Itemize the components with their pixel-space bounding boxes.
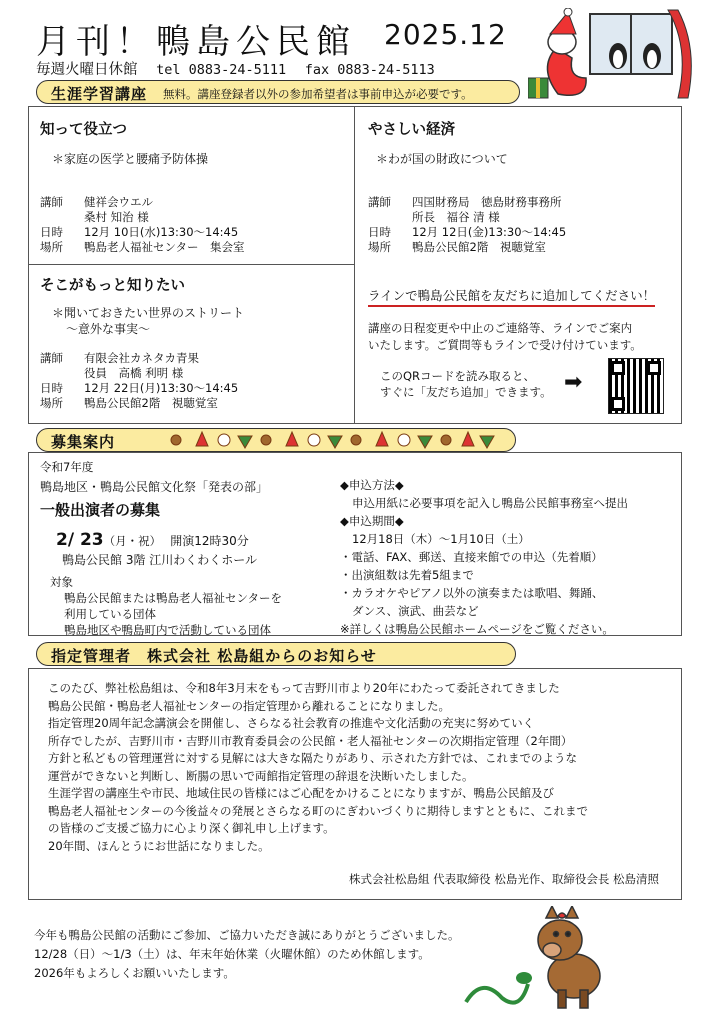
closed-day: 毎週火曜日休館 xyxy=(36,62,138,78)
notice-line: 生涯学習の講座生や市民、地域住民の皆様にはご心配をかけることになりますが、鴨島公民館及び xyxy=(48,786,554,800)
key-place: 場所 xyxy=(40,396,63,410)
note-1: ・電話、FAX、郵送、直接来館での申込（先着順） xyxy=(340,550,603,564)
line-body xyxy=(368,320,655,354)
course-date: 12月 12日(金)13:30〜14:45 xyxy=(412,225,567,239)
recruit-open-time: 開演12時30分 xyxy=(170,534,249,548)
qr-caption-1: このQRコードを読み取ると、 xyxy=(380,369,536,383)
notice-line: 鴨島公民館・鴨島老人福祉センターの指定管理から離れることになりました。 xyxy=(48,698,451,713)
note-5: ※詳しくは鴨島公民館ホームページをご覧ください。 xyxy=(340,622,614,636)
footer-line-3: 2026年もよろしくお願いいたします。 xyxy=(34,966,235,980)
tel: tel 0883-24-5111 xyxy=(156,62,287,78)
course-title: 知って役立つ xyxy=(40,122,127,138)
boar-snake-illustration xyxy=(462,906,612,1014)
lecturer-name: 所長 福谷 清 様 xyxy=(412,210,500,224)
course-date: 12月 10日(水)13:30〜14:45 xyxy=(84,225,239,239)
course-details xyxy=(368,195,566,255)
key-place: 場所 xyxy=(40,240,63,254)
footer-message xyxy=(34,926,460,983)
key-lecturer: 講師 xyxy=(40,351,63,365)
footer-line-1: 今年も鴨島公民館の活動にご参加、ご協力いただき誠にありがとうございました。 xyxy=(34,928,460,942)
fax: fax 0883-24-5113 xyxy=(304,62,435,78)
target-2: 利用している団体 xyxy=(64,607,156,621)
course-details xyxy=(40,351,244,411)
recruit-target xyxy=(50,574,282,638)
course-place: 鴨島公民館2階 視聴覚室 xyxy=(412,240,546,254)
notice-line: 20年間、ほんとうにお世話になりました。 xyxy=(48,838,270,853)
issue-date: 2025.12 xyxy=(384,18,507,51)
key-date: 日時 xyxy=(368,225,391,239)
course-topic: ＊家庭の医学と腰痛予防体操 xyxy=(52,152,209,166)
lecturer: 健祥会ウエル xyxy=(84,195,153,209)
notice-line: 所存でしたが、吉野川市・吉野川市教育委員会の公民館・老人福祉センターの次期指定管理（2年間） xyxy=(48,733,573,748)
recruit-venue: 鴨島公民館 3階 江川わくわくホール xyxy=(62,553,258,567)
course-topic: ＊聞いておきたい世界のストリート xyxy=(52,306,245,320)
recruit-left xyxy=(40,460,282,638)
target-label: 対象 xyxy=(50,575,73,589)
notice-line: の皆様のご支援ご協力に心より深く御礼申し上げます。 xyxy=(48,821,335,835)
qr-marker xyxy=(611,361,625,375)
course-3 xyxy=(40,274,244,411)
key-lecturer: 講師 xyxy=(40,195,63,209)
notice-body xyxy=(48,680,588,855)
target-3: 鴨島地区や鴨島町内で活動している団体 xyxy=(64,623,271,637)
santa-snake-illustration xyxy=(528,8,698,104)
qr-marker xyxy=(611,397,625,411)
christmas-decoration xyxy=(166,428,496,450)
course-date: 12月 22日(月)13:30〜14:45 xyxy=(84,381,239,395)
lecturer: 有限会社カネタカ青果 xyxy=(84,351,199,365)
notice-line: 方針と私どもの管理運営に対する見解には大きな隔たりがあり、示された方針では、これまでのような xyxy=(48,751,577,765)
section-label: 生涯学習講座 xyxy=(51,85,148,103)
course-1 xyxy=(40,118,245,255)
footer-line-2: 12/28（日）〜1/3（土）は、年末年始休業（火曜休館）のため休館します。 xyxy=(34,947,430,961)
key-date: 日時 xyxy=(40,381,63,395)
lifelong-learning-header xyxy=(36,80,520,104)
section-label: 指定管理者 株式会社 松島組からのお知らせ xyxy=(51,647,377,665)
course-place: 鴨島老人福祉センター 集会室 xyxy=(84,240,245,254)
recruit-heading: 一般出演者の募集 xyxy=(40,501,161,519)
grid-divider xyxy=(354,106,355,424)
notice-signature: 株式会社松島組 代表取締役 松島光作、取締役会長 松島清照 xyxy=(349,872,659,886)
recruit-event: 鴨島地区・鴨島公民館文化祭「発表の部」 xyxy=(40,480,269,494)
method-label: ◆申込方法◆ xyxy=(340,478,404,492)
note-4: ダンス、演武、曲芸など xyxy=(352,604,479,618)
qr-caption-2: すぐに「友だち追加」できます。 xyxy=(380,385,552,399)
qr-code[interactable] xyxy=(608,358,664,414)
method: 申込用紙に必要事項を記入し鴨島公民館事務室へ提出 xyxy=(352,496,628,510)
key-place: 場所 xyxy=(368,240,391,254)
line-body-1: 講座の日程変更や中止のご連絡等、ラインでご案内 xyxy=(368,321,633,335)
note-3: ・カラオケやピアノ以外の演奏または歌唱、舞踊、 xyxy=(340,586,604,600)
notice-line: 指定管理20周年記念講演会を開催し、さらなる社会教育の推進や文化活動の充実に努めていく xyxy=(48,716,535,730)
period: 12月18日（木）〜1月10日（土） xyxy=(352,532,530,546)
course-title: やさしい経済 xyxy=(368,122,455,138)
line-title: ラインで鴨島公民館を友だちに追加してください！ xyxy=(368,288,655,307)
lecturer: 四国財務局 徳島財務事務所 xyxy=(412,195,562,209)
section-note: 無料。講座登録者以外の参加希望者は事前申込が必要です。 xyxy=(163,87,473,101)
recruit-right xyxy=(340,476,628,638)
lecturer-name: 桑村 知治 様 xyxy=(84,210,149,224)
page-title: 月刊！鴨島公民館 xyxy=(36,22,356,62)
notice-line: 鴨島老人福祉センターの今後益々の発展とさらなる町のにぎわいづくりに期待しますとともに、これまで xyxy=(48,803,589,818)
target-1: 鴨島公民館または鴨島老人福祉センターを xyxy=(64,591,283,605)
course-topic: ＊わが国の財政について xyxy=(376,152,508,166)
notice-header xyxy=(36,642,516,666)
contact-line xyxy=(36,58,435,79)
key-date: 日時 xyxy=(40,225,63,239)
section-label: 募集案内 xyxy=(51,433,116,451)
key-lecturer: 講師 xyxy=(368,195,391,209)
course-details xyxy=(40,195,245,255)
recruit-date-day: （月・祝） xyxy=(103,534,162,548)
course-subtopic: 〜意外な事実〜 xyxy=(66,322,151,336)
recruit-date-line xyxy=(56,530,282,550)
course-place: 鴨島公民館2階 視聴覚室 xyxy=(84,396,218,410)
period-label: ◆申込期間◆ xyxy=(340,514,404,528)
line-body-2: いたします。ご質問等もラインで受け付けています。 xyxy=(368,338,642,352)
course-title: そこがもっと知りたい xyxy=(40,278,185,294)
course-2 xyxy=(368,118,566,255)
qr-marker xyxy=(647,361,661,375)
lecturer-name: 役員 高橋 利明 様 xyxy=(84,366,184,380)
grid-divider xyxy=(28,264,354,265)
arrow-icon: ➡ xyxy=(564,370,583,395)
notice-line: 運営ができないと判断し、断腸の思いで両館指定管理の辞退を決断いたしました。 xyxy=(48,768,474,783)
notice-line: このたび、弊社松島組は、令和8年3月末をもって吉野川市より20年にわたって委託されてきました xyxy=(48,681,560,695)
recruit-year: 令和7年度 xyxy=(40,460,94,474)
note-2: ・出演組数は先着5組まで xyxy=(340,568,474,582)
recruit-date: 2/ 23 xyxy=(56,530,104,550)
